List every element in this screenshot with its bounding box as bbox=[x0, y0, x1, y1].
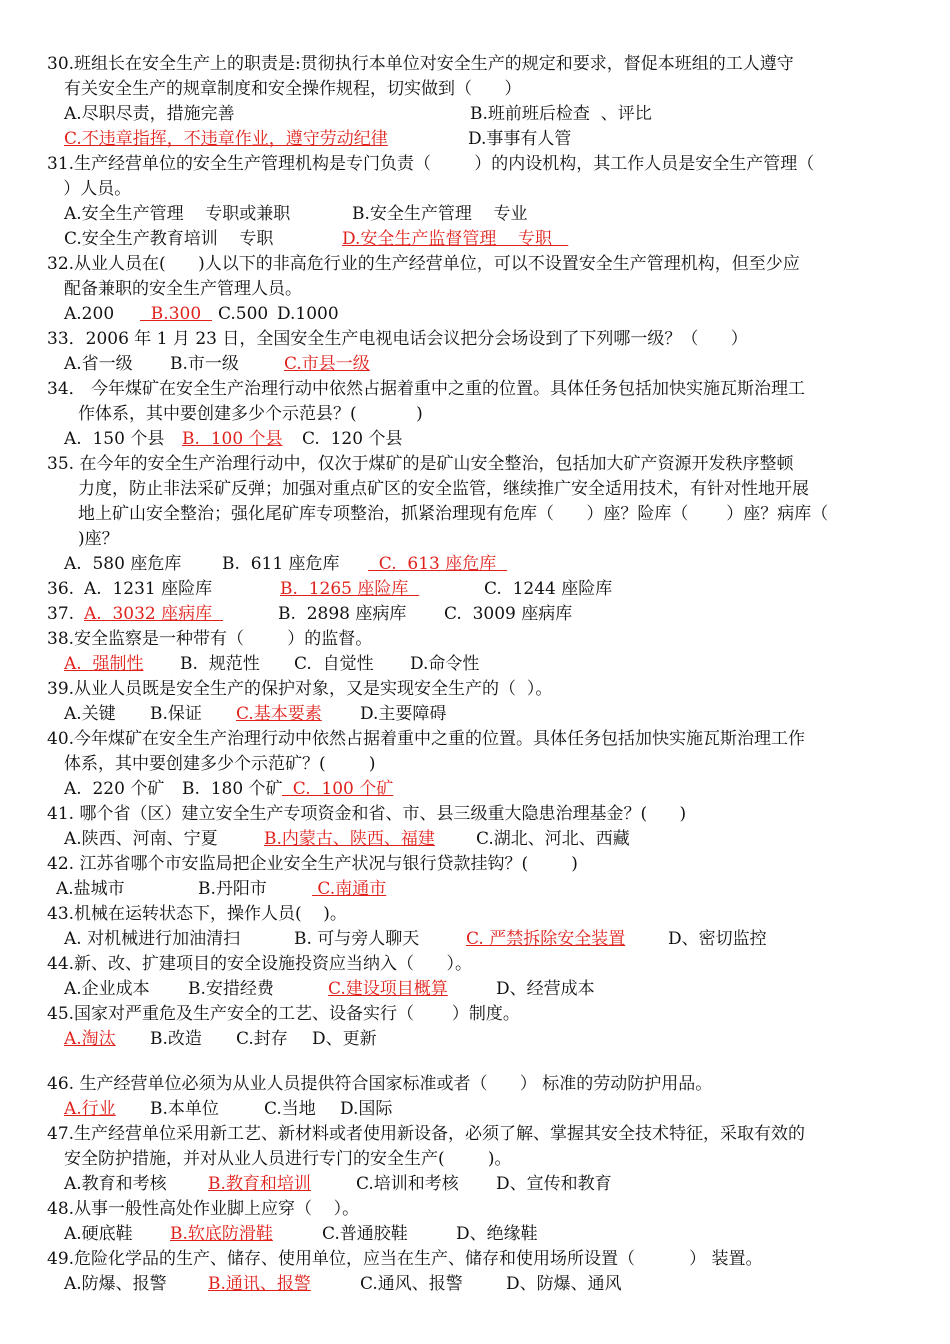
q38-option-d: D.命令性 bbox=[410, 654, 480, 674]
q44-option-d: D、经营成本 bbox=[496, 979, 595, 999]
q43-option-a: A. 对机械进行加油清扫 bbox=[64, 929, 241, 949]
q30-stem-line-2: 有关安全生产的规章制度和安全操作规程，切实做到（ ） bbox=[64, 79, 522, 99]
q43-stem: 43.机械在运转状态下，操作人员( )。 bbox=[47, 904, 347, 924]
q30-option-b: B.班前班后检查 、评比 bbox=[470, 104, 652, 124]
q47-option-c: C.培训和考核 bbox=[356, 1174, 459, 1194]
q32-stem-line-2: 配备兼职的安全生产管理人员。 bbox=[64, 279, 302, 299]
q42-option-b: B.丹阳市 bbox=[198, 879, 267, 899]
q37-option-a-answer: A. 3032 座病库 bbox=[84, 604, 223, 624]
q38-option-a-answer: A. 强制性 bbox=[64, 654, 144, 674]
q34-stem-line-2: 作体系，其中要创建多少个示范县？( ) bbox=[78, 404, 423, 424]
q45-option-c: C.封存 bbox=[236, 1029, 288, 1049]
q34-stem-line-1: 34． 今年煤矿在安全生产治理行动中依然占据着重中之重的位置。具体任务包括加快实施瓦斯治理工 bbox=[47, 379, 806, 399]
q30-option-c-answer: C.不违章指挥，不违章作业，遵守劳动纪律 bbox=[64, 129, 388, 149]
q42-stem: 42. 江苏省哪个市安监局把企业安全生产状况与银行贷款挂钩？( ) bbox=[47, 854, 578, 874]
q32-option-d: D.1000 bbox=[277, 304, 339, 324]
q33-option-a: A.省一级 bbox=[64, 354, 133, 374]
q30-option-a: A.尽职尽责，措施完善 bbox=[64, 104, 235, 124]
q49-stem: 49.危险化学品的生产、储存、使用单位，应当在生产、储存和使用场所设置（ ） 装置。 bbox=[47, 1249, 763, 1269]
q49-option-b-answer: B.通讯、报警 bbox=[208, 1274, 311, 1294]
q37-option-b: B. 2898 座病库 bbox=[278, 604, 407, 624]
q49-option-a: A.防爆、报警 bbox=[64, 1274, 167, 1294]
q43-option-d: D、密切监控 bbox=[668, 929, 767, 949]
q45-option-a-answer: A.淘汰 bbox=[64, 1029, 116, 1049]
q39-option-a: A.关键 bbox=[64, 704, 116, 724]
q33-stem: 33．2006 年 1 月 23 日，全国安全生产电视电话会议把分会场设到了下列哪一级？（ ） bbox=[47, 329, 748, 349]
q44-option-a: A.企业成本 bbox=[64, 979, 150, 999]
q30-stem-line-1: 30.班组长在安全生产上的职责是:贯彻执行本单位对安全生产的规定和要求，督促本班组的工人遵守 bbox=[47, 54, 794, 74]
q42-option-a: A.盐城市 bbox=[56, 879, 125, 899]
q48-option-d: D、绝缘鞋 bbox=[456, 1224, 538, 1244]
q46-option-a-answer: A.行业 bbox=[64, 1099, 116, 1119]
q31-option-b: B.安全生产管理 专业 bbox=[352, 204, 528, 224]
q31-option-a: A.安全生产管理 专职或兼职 bbox=[64, 204, 291, 224]
q40-option-c-answer: C. 100 个矿 bbox=[282, 779, 394, 799]
q41-stem: 41. 哪个省（区）建立安全生产专项资金和省、市、县三级重大隐患治理基金？( ) bbox=[47, 804, 687, 824]
q36-number: 36. bbox=[47, 579, 75, 599]
q47-stem-line-1: 47.生产经营单位采用新工艺、新材料或者使用新设备，必须了解、掌握其安全技术特征，采取有效的 bbox=[47, 1124, 806, 1144]
q39-option-c-answer: C.基本要素 bbox=[236, 704, 322, 724]
q44-stem: 44.新、改、扩建项目的安全设施投资应当纳入（ ）。 bbox=[47, 954, 472, 974]
q42-option-c-answer: C.南通市 bbox=[312, 879, 387, 899]
q47-option-d: D、宣传和教育 bbox=[496, 1174, 612, 1194]
q46-option-b: B.本单位 bbox=[150, 1099, 219, 1119]
q36-option-c: C. 1244 座险库 bbox=[484, 579, 613, 599]
q32-option-c: C.500 bbox=[218, 304, 269, 324]
q48-option-b-answer: B.软底防滑鞋 bbox=[170, 1224, 273, 1244]
q35-stem-line-2: 力度，防止非法采矿反弹；加强对重点矿区的安全监管，继续推广安全适用技术，有针对性地开展 bbox=[78, 479, 809, 499]
q34-option-b-answer: B. 100 个县 bbox=[182, 429, 283, 449]
q40-option-a: A. 220 个矿 bbox=[64, 779, 165, 799]
q33-option-c-answer: C.市县一级 bbox=[284, 354, 370, 374]
q49-option-d: D、防爆、通风 bbox=[506, 1274, 622, 1294]
q35-option-b: B. 611 座危库 bbox=[222, 554, 340, 574]
q37-number: 37. bbox=[47, 604, 75, 624]
q35-option-c-answer: C. 613 座危库 bbox=[368, 554, 508, 574]
q44-option-c-answer: C.建设项目概算 bbox=[328, 979, 448, 999]
q35-stem-line-1: 35. 在今年的安全生产治理行动中，仅次于煤矿的是矿山安全整治，包括加大矿产资源开发秩序整顿 bbox=[47, 454, 794, 474]
q45-stem: 45.国家对严重危及生产安全的工艺、设备实行（ ）制度。 bbox=[47, 1004, 520, 1024]
q39-stem: 39.从业人员既是安全生产的保护对象，又是实现安全生产的（ ）。 bbox=[47, 679, 553, 699]
q48-stem: 48.从事一般性高处作业脚上应穿（ ）。 bbox=[47, 1199, 360, 1219]
q46-option-c: C.当地 bbox=[264, 1099, 316, 1119]
q48-option-c: C.普通胶鞋 bbox=[322, 1224, 408, 1244]
q38-option-b: B. 规范性 bbox=[180, 654, 260, 674]
q39-option-b: B.保证 bbox=[150, 704, 202, 724]
q37-option-c: C. 3009 座病库 bbox=[444, 604, 573, 624]
q41-option-c: C.湖北、河北、西藏 bbox=[476, 829, 630, 849]
q46-option-d: D.国际 bbox=[340, 1099, 393, 1119]
q40-stem-line-2: 体系，其中要创建多少个示范矿？( ) bbox=[64, 754, 376, 774]
q44-option-b: B.安措经费 bbox=[188, 979, 274, 999]
q35-stem-line-3: 地上矿山安全整治；强化尾矿库专项整治，抓紧治理现有危库（ ）座？险库（ ）座？病库（ bbox=[78, 504, 829, 524]
q43-option-b: B. 可与旁人聊天 bbox=[294, 929, 420, 949]
q43-option-c-answer: C. 严禁拆除安全装置 bbox=[466, 929, 626, 949]
q31-stem-line-1: 31.生产经营单位的安全生产管理机构是专门负责（ ）的内设机构，其工作人员是安全生产管理（ bbox=[47, 154, 815, 174]
q36-option-b-answer: B. 1265 座险库 bbox=[280, 579, 420, 599]
q32-option-a: A.200 bbox=[64, 304, 115, 324]
q35-stem-line-4: )座？ bbox=[78, 529, 119, 549]
q33-option-b: B.市一级 bbox=[170, 354, 239, 374]
q31-option-d-answer: D.安全生产监督管理 专职 bbox=[342, 229, 569, 249]
q38-option-c: C. 自觉性 bbox=[294, 654, 374, 674]
q31-stem-line-2: ）人员。 bbox=[47, 179, 132, 199]
q48-option-a: A.硬底鞋 bbox=[64, 1224, 133, 1244]
q49-option-c: C.通风、报警 bbox=[360, 1274, 463, 1294]
q38-stem: 38.安全监察是一种带有（ ）的监督。 bbox=[47, 629, 373, 649]
q41-option-b-answer: B.内蒙古、陕西、福建 bbox=[264, 829, 435, 849]
q46-stem: 46. 生产经营单位必须为从业人员提供符合国家标准或者（ ） 标准的劳动防护用品。 bbox=[47, 1074, 713, 1094]
q32-option-b-answer: B.300 bbox=[140, 304, 212, 324]
q36-option-a: A. 1231 座险库 bbox=[84, 579, 213, 599]
q34-option-c: C. 120 个县 bbox=[302, 429, 403, 449]
q31-option-c: C.安全生产教育培训 专职 bbox=[64, 229, 274, 249]
q47-option-a: A.教育和考核 bbox=[64, 1174, 167, 1194]
q45-option-d: D、更新 bbox=[312, 1029, 377, 1049]
q41-option-a: A.陕西、河南、宁夏 bbox=[64, 829, 218, 849]
q45-option-b: B.改造 bbox=[150, 1029, 202, 1049]
q47-option-b-answer: B.教育和培训 bbox=[208, 1174, 311, 1194]
q35-option-a: A. 580 座危库 bbox=[64, 554, 182, 574]
q39-option-d: D.主要障碍 bbox=[360, 704, 447, 724]
q30-option-d: D.事事有人管 bbox=[468, 129, 572, 149]
q32-stem-line-1: 32.从业人员在( )人以下的非高危行业的生产经营单位，可以不设置安全生产管理机构，但至少应 bbox=[47, 254, 800, 274]
q34-option-a: A. 150 个县 bbox=[64, 429, 165, 449]
q47-stem-line-2: 安全防护措施，并对从业人员进行专门的安全生产( )。 bbox=[64, 1149, 512, 1169]
q40-option-b: B. 180 个矿 bbox=[182, 779, 283, 799]
q40-stem-line-1: 40.今年煤矿在安全生产治理行动中依然占据着重中之重的位置。具体任务包括加快实施瓦斯治理工作 bbox=[47, 729, 806, 749]
